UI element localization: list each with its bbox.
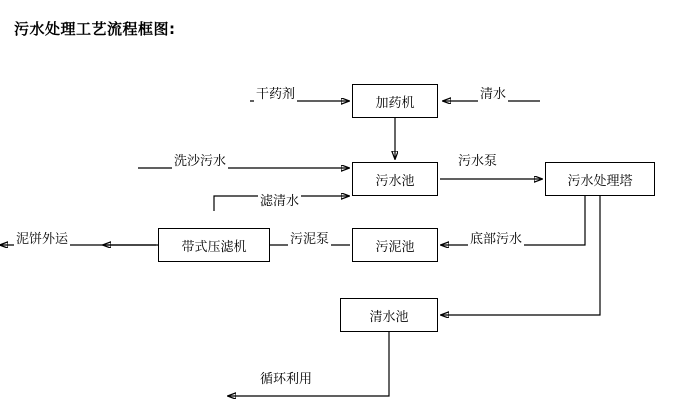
edge-label-filtered-water: 滤清水 [258, 190, 301, 209]
edge-label-dry-agent: 干药剂 [254, 83, 297, 102]
node-dosing-machine [352, 84, 438, 118]
page-title: 污水处理工艺流程框图: [14, 20, 176, 38]
edge-label-sludge-pump: 污泥泵 [288, 228, 331, 247]
node-label: 污水处理塔 [567, 173, 633, 189]
edge-label-sand-washing-sewage: 洗沙污水 [172, 150, 228, 169]
node-label: 污水池 [375, 173, 415, 189]
node-sludge-pit [352, 228, 438, 262]
node-label: 加药机 [375, 95, 415, 111]
node-label: 清水池 [369, 309, 409, 325]
edge-label-mud-cake-transport: 泥饼外运 [14, 228, 70, 247]
node-belt-filter-press [158, 228, 270, 262]
node-label: 污泥池 [375, 239, 415, 255]
edge-label-recycling: 循环利用 [258, 368, 314, 387]
edge-label-sewage-pump: 污水泵 [456, 150, 499, 169]
node-label: 带式压滤机 [181, 239, 247, 255]
node-sewage-treatment-tower [545, 162, 655, 196]
edge-label-bottom-sewage: 底部污水 [468, 228, 524, 247]
edge-label-clean-water: 清水 [478, 83, 508, 102]
node-sewage-pit [352, 162, 438, 196]
node-clear-water-pit [340, 298, 438, 332]
